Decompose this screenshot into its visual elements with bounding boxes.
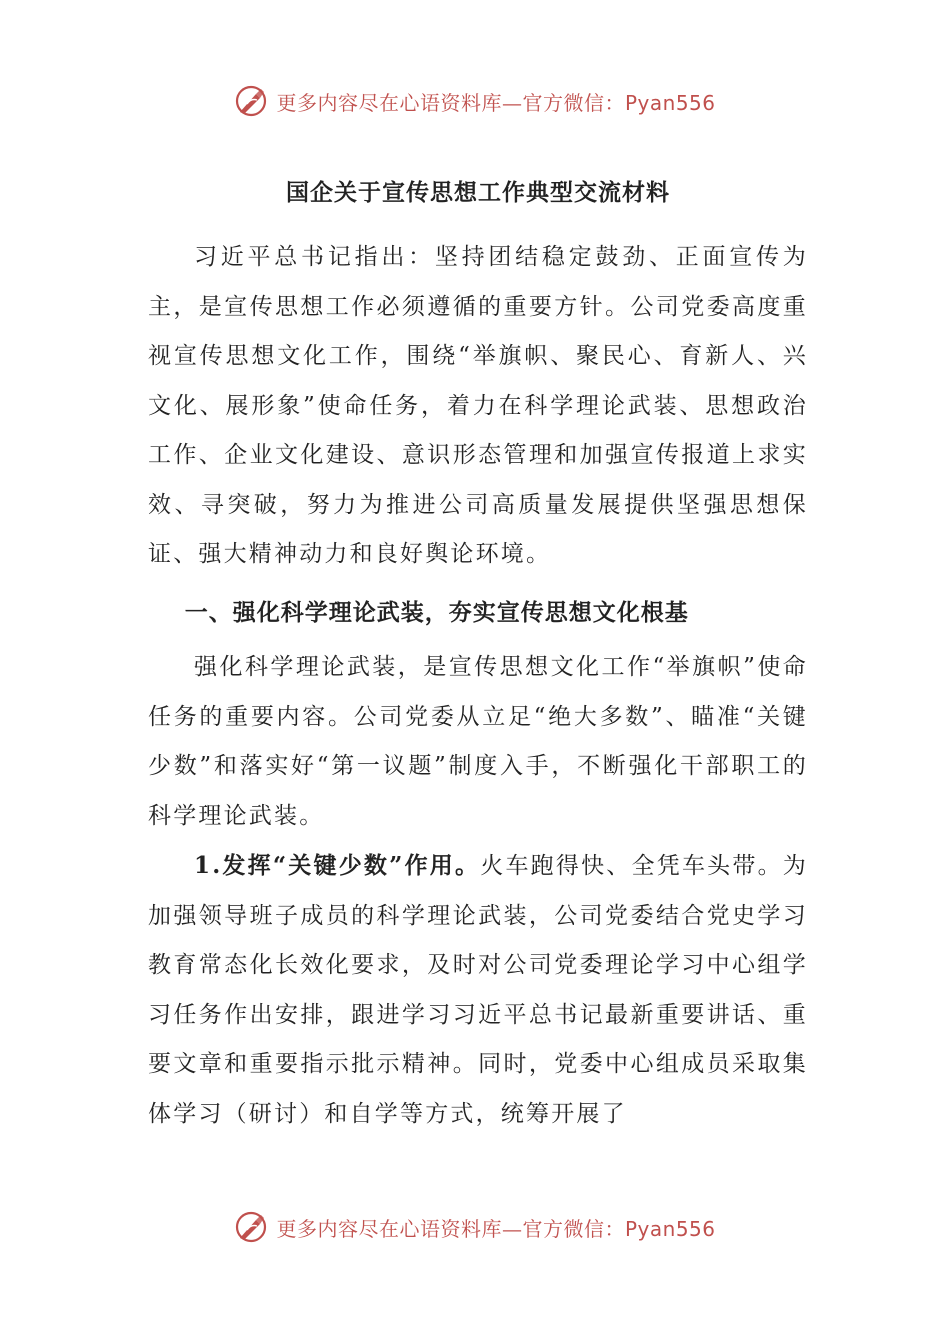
watermark-text: 更多内容尽在心语资料库—官方微信：Pyan556 (276, 1216, 716, 1241)
item-1-paragraph (148, 841, 808, 1139)
section-heading-1: 一、强化科学理论武装，夯实宣传思想文化根基 (184, 598, 689, 626)
intro-paragraph: 习近平总书记指出：坚持团结稳定鼓劲、正面宣传为主，是宣传思想工作必须遵循的重要方针。公司党委高度重视宣传思想文化工作，围绕“举旗帜、聚民心、育新人、兴文化、展形象”使命任务，着力在科学理论武装、思想政治工作、企业文化建设、意识形态管理和加强宣传报道上求实效、寻突破，努力为推进公司高质量发展提供坚强思想保证、强大精神动力和良好舆论环境。 (148, 244, 808, 567)
item-1-body: 火车跑得快、全凭车头带。为加强领导班子成员的科学理论武装，公司党委结合党史学习教育常态化长效化要求，及时对公司党委理论学习中心组学习任务作出安排，跟进学习习近平总书记最新重要讲话、重要文章和重要指示批示精神。同时，党委中心组成员采取集体学习（研讨）和自学等方式，统筹开展了 (148, 853, 808, 1127)
document-title: 国企关于宣传思想工作典型交流材料 (286, 179, 670, 206)
item-1-lead: 1.发挥“关键少数”作用。 (194, 852, 481, 879)
watermark-text: 更多内容尽在心语资料库—官方微信：Pyan556 (276, 90, 716, 115)
watermark-header (0, 84, 950, 118)
document-body (148, 171, 808, 1139)
pen-logo-icon (234, 84, 268, 118)
watermark-footer (0, 1210, 950, 1244)
section-1-paragraph: 强化科学理论武装，是宣传思想文化工作“举旗帜”使命任务的重要内容。公司党委从立足“绝大多数”、瞄准“关键少数”和落实好“第一议题”制度入手，不断强化干部职工的科学理论武装。 (148, 654, 808, 829)
pen-logo-icon (234, 1210, 268, 1244)
